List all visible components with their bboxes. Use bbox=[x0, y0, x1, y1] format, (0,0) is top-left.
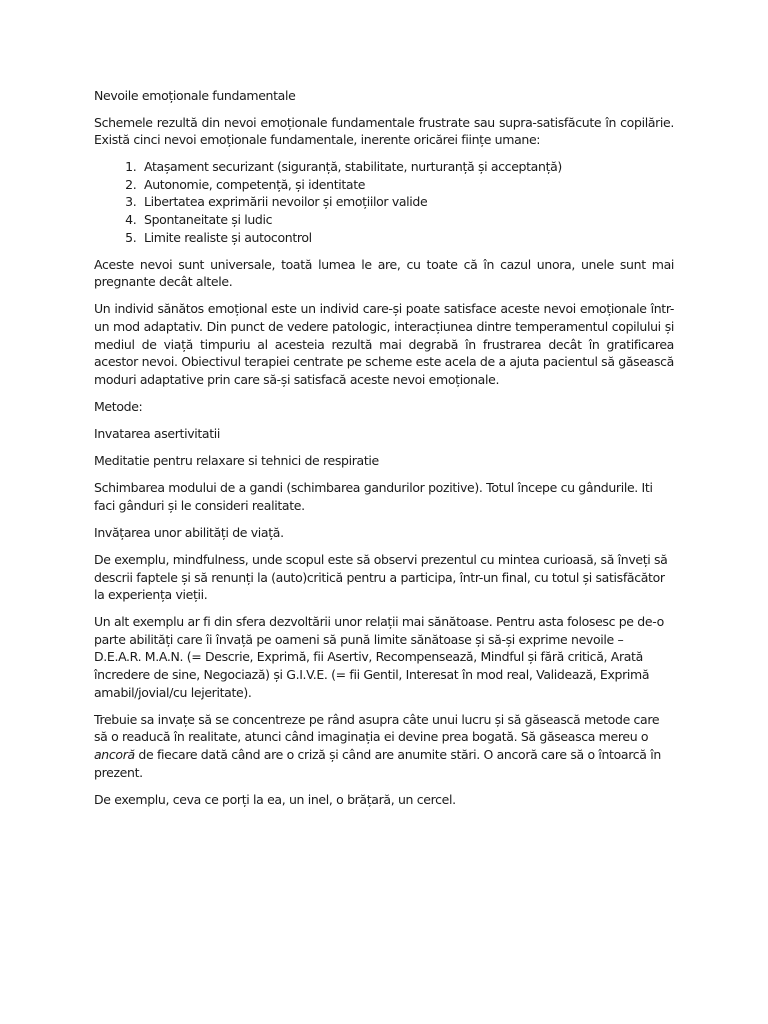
intro-paragraph: Schemele rezultă din nevoi emoționale fundamentale frustrate sau supra-satisfăcute în copilărie. Există cinci nevoi emoționale fundamentale, inerente oricărei ființe umane: bbox=[94, 114, 674, 148]
list-item: 5. Limite realiste și autocontrol bbox=[140, 229, 674, 247]
mindfulness-paragraph: De exemplu, mindfulness, unde scopul este să observi prezentul cu mintea curioasă, să înveți să descrii faptele și să renunți la (auto)critică pentru a participa, într-un final, cu totul și satisfăcător la experiența vieții. bbox=[94, 551, 668, 603]
document-heading: Nevoile emoționale fundamentale bbox=[94, 88, 296, 103]
method-thinking: Schimbarea modului de a gandi (schimbarea gandurilor pozitive). Totul începe cu gândurile. Iti faci gânduri și le consideri realitate. bbox=[94, 480, 653, 513]
needs-list bbox=[94, 158, 674, 246]
method-life-skills: Invățarea unor abilități de viață. bbox=[94, 524, 284, 540]
anchor-word: ancoră bbox=[94, 746, 135, 762]
example-paragraph: De exemplu, ceva ce porți la ea, un inel, o brățară, un cercel. bbox=[94, 791, 456, 807]
focus-text-end: de fiecare dată când are o criză și când are anumite stări. O ancoră care să o întoarcă în prezent. bbox=[94, 746, 661, 780]
universal-paragraph: Aceste nevoi sunt universale, toată lumea le are, cu toate că în cazul unora, unele sunt mai pregnante decât altele. bbox=[94, 256, 674, 290]
focus-paragraph bbox=[94, 711, 674, 781]
individual-paragraph: Un individ sănătos emoțional este un individ care-și poate satisface aceste nevoi emoționale într-un mod adaptativ. Din punct de vedere patologic, interacțiunea dintre temperamentul copilului și mediul de viață timpuriu al acesteia rezultă mai degrabă în frustrarea decât în gratificarea acestor nevoi. Obiectivul terapiei centrate pe scheme este acela de a ajuta pacientul să găsească moduri adaptative prin care să-și satisfacă aceste nevoi emoționale. bbox=[94, 301, 674, 387]
list-item: 1. Atașament securizant (siguranță, stabilitate, nurturanță și acceptanță) bbox=[140, 158, 674, 176]
list-item: 3. Libertatea exprimării nevoilor și emoțiilor valide bbox=[140, 193, 674, 211]
relationships-paragraph: Un alt exemplu ar fi din sfera dezvoltării unor relații mai sănătoase. Pentru asta folosesc pe de-o parte abilități care îi învață pe oameni să pună limite sănătoase și să-și exprime nevoile – D.E.A.R. M.A.N. (= Descrie, Exprimă, fii Asertiv, Recompensează, Mindful și fără critică, Arată încredere de sine, Negociază) și G.I.V.E. (= fii Gentil, Interesat în mod real, Validează, Exprimă amabil/jovial/cu lejeritate). bbox=[94, 614, 664, 700]
focus-text-start: Trebuie sa invațe să se concentreze pe rând asupra câte unui lucru și să găsească metode care să o readucă în realitate, atunci când imaginația ei devine prea bogată. Să găseasca mereu o bbox=[94, 711, 660, 745]
list-item: 2. Autonomie, competență, și identitate bbox=[140, 176, 674, 194]
list-item: 4. Spontaneitate și ludic bbox=[140, 211, 674, 229]
method-assertiveness: Invatarea asertivitatii bbox=[94, 426, 221, 441]
methods-heading: Metode: bbox=[94, 398, 143, 414]
method-meditation: Meditatie pentru relaxare si tehnici de respiratie bbox=[94, 453, 379, 469]
